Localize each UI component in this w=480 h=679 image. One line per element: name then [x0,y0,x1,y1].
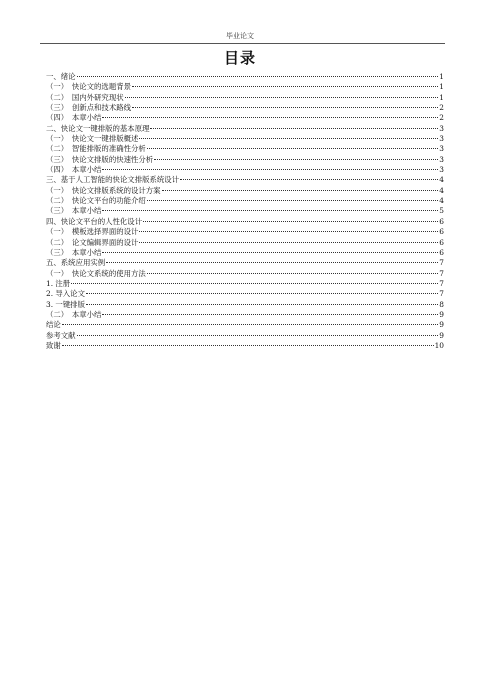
toc-dot-leader [143,221,438,222]
toc-dot-leader [125,97,439,98]
toc-entry-page-number: 9 [439,309,444,319]
toc-entry-label: （三） 创新点和技术路线 [46,103,131,113]
toc-dot-leader [180,179,438,180]
toc-entry[interactable] [46,196,444,206]
toc-dot-leader [102,117,438,118]
toc-entry[interactable] [46,134,444,144]
toc-entry-label: （一） 快论文的选题背景 [46,82,131,92]
toc-dot-leader [71,283,438,284]
toc-entry-page-number: 6 [439,216,444,226]
toc-entry-label: （四） 本章小结 [46,165,102,175]
toc-entry[interactable] [46,269,444,279]
toc-entry[interactable] [46,238,444,248]
toc-entry-page-number: 6 [439,227,444,237]
toc-entry-page-number: 1 [439,72,444,81]
toc-entry-label: 3. 一键排版 [46,299,85,309]
toc-entry[interactable] [46,320,444,330]
toc-entry-page-number: 5 [439,206,444,216]
toc-entry-page-number: 3 [439,134,444,144]
toc-entry-label: （一） 快论文排版系统的设计方案 [46,185,161,195]
toc-entry-page-number: 4 [439,175,444,185]
toc-entry-label: （一） 快论文一键排版概述 [46,134,139,144]
toc-entry-page-number: 7 [439,258,444,268]
toc-dot-leader [102,169,438,170]
toc-entry[interactable] [46,82,444,92]
toc-dot-leader [102,314,438,315]
toc-entry-label: （二） 国内外研究现状 [46,92,124,102]
toc-entry[interactable] [46,217,444,227]
toc-entry[interactable] [46,124,444,134]
toc-dot-leader [147,200,439,201]
toc-entry-label: 2. 导入论文 [46,289,85,299]
toc-entry-page-number: 2 [439,113,444,123]
toc-entry-label: 致谢 [46,340,61,350]
toc-entry[interactable] [46,144,444,154]
toc-entry-label: 四、快论文平台的人性化设计 [46,216,143,226]
toc-entry-label: 参考文献 [46,330,76,340]
toc-entry[interactable] [46,155,444,165]
toc-entry[interactable] [46,103,444,113]
toc-dot-leader [139,242,438,243]
toc-entry[interactable] [46,165,444,175]
toc-dot-leader [154,159,438,160]
toc-entry[interactable] [46,289,444,299]
toc-entry[interactable] [46,310,444,320]
toc-dot-leader [132,86,438,87]
toc-entry[interactable] [46,279,444,289]
toc-entry-page-number: 7 [439,278,444,288]
table-of-contents [46,72,444,351]
toc-entry-page-number: 3 [439,123,444,133]
toc-entry[interactable] [46,258,444,268]
toc-entry-page-number: 1 [439,82,444,92]
toc-dot-leader [139,231,438,232]
toc-entry-label: 结论 [46,320,61,330]
toc-entry-page-number: 3 [439,165,444,175]
toc-dot-leader [147,148,439,149]
toc-entry-label: 五、系统应用实例 [46,258,106,268]
toc-entry[interactable] [46,72,444,82]
toc-entry-label: （三） 快论文排版的快速性分析 [46,154,154,164]
page-title: 目录 [223,49,256,67]
toc-dot-leader [132,107,438,108]
toc-entry-label: 二、快论文一键排版的基本原理 [46,123,150,133]
toc-dot-leader [62,324,439,325]
running-header: 毕业论文 [226,32,254,40]
toc-dot-leader [162,190,439,191]
toc-entry-page-number: 10 [434,340,444,350]
toc-entry[interactable] [46,113,444,123]
toc-entry-page-number: 6 [439,247,444,257]
toc-entry-page-number: 7 [439,289,444,299]
toc-entry-page-number: 8 [439,299,444,309]
toc-entry[interactable] [46,341,444,351]
toc-entry-label: （四） 本章小结 [46,113,102,123]
toc-entry-label: 1. 注册 [46,278,71,288]
toc-entry-label: （二） 论文编辑界面的设计 [46,237,139,247]
toc-entry[interactable] [46,175,444,185]
toc-entry-label: （一） 模板选择界面的设计 [46,227,139,237]
toc-entry-page-number: 1 [439,92,444,102]
toc-entry[interactable] [46,331,444,341]
toc-entry-page-number: 9 [439,330,444,340]
toc-dot-leader [62,345,434,346]
toc-dot-leader [86,293,438,294]
toc-entry-label: （二） 快论文平台的功能介绍 [46,196,146,206]
toc-entry-label: （二） 智能排版的准确性分析 [46,144,146,154]
toc-entry-page-number: 2 [439,103,444,113]
toc-dot-leader [86,304,438,305]
toc-entry[interactable] [46,93,444,103]
toc-entry-label: （二） 本章小结 [46,309,102,319]
toc-dot-leader [106,262,438,263]
toc-dot-leader [147,273,439,274]
toc-dot-leader [139,138,438,139]
toc-dot-leader [102,210,438,211]
toc-entry-page-number: 9 [439,320,444,330]
toc-entry[interactable] [46,300,444,310]
toc-entry-label: （三） 本章小结 [46,206,102,216]
toc-entry[interactable] [46,186,444,196]
toc-entry-page-number: 7 [439,268,444,278]
toc-entry[interactable] [46,206,444,216]
toc-dot-leader [77,335,439,336]
toc-entry[interactable] [46,248,444,258]
toc-entry-label: （一） 快论文系统的使用方法 [46,268,146,278]
toc-dot-leader [150,128,438,129]
toc-entry-page-number: 6 [439,237,444,247]
toc-entry-page-number: 3 [439,154,444,164]
header-rule [40,43,445,44]
toc-entry-page-number: 4 [439,185,444,195]
toc-entry[interactable] [46,227,444,237]
toc-dot-leader [77,76,439,77]
toc-entry-label: 三、基于人工智能的快论文排版系统设计 [46,175,180,185]
toc-entry-label: （三） 本章小结 [46,247,102,257]
toc-entry-page-number: 3 [439,144,444,154]
toc-entry-page-number: 4 [439,196,444,206]
toc-dot-leader [102,252,438,253]
toc-entry-label: 一、绪论 [46,72,76,81]
